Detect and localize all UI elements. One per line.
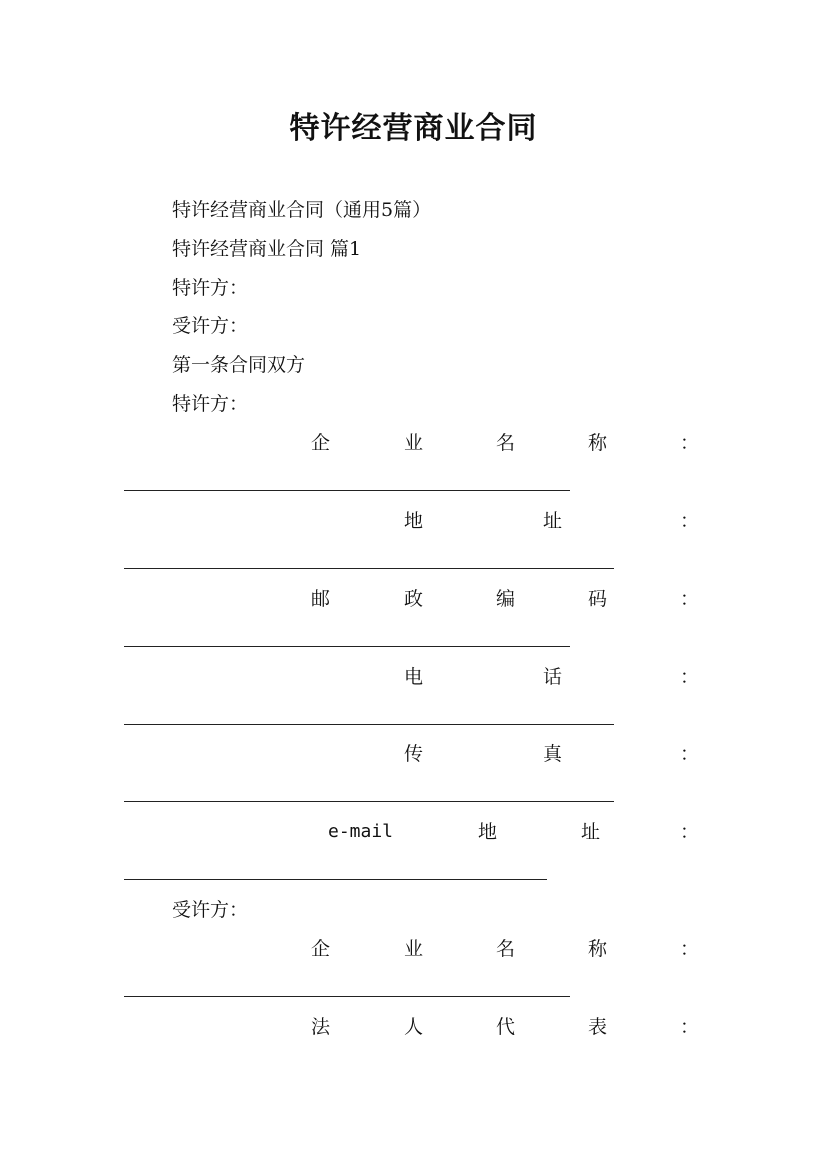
field-char: 业: [404, 432, 424, 454]
field-colon: ：: [680, 510, 700, 532]
field-char: 地: [404, 510, 424, 532]
field-char: 代: [496, 1016, 516, 1038]
field-colon: ：: [680, 432, 700, 454]
field-colon: ：: [680, 821, 700, 843]
field-char: e-mail: [328, 821, 394, 842]
franchisor-section-label: 特许方：: [172, 393, 249, 415]
fill-in-blank-line: [124, 724, 614, 725]
field-char: 表: [588, 1016, 608, 1038]
field-char: 称: [588, 938, 608, 960]
field-colon: ：: [680, 743, 700, 765]
field-char: 人: [404, 1016, 424, 1038]
field-char: 编: [496, 588, 516, 610]
field-char: 址: [543, 510, 563, 532]
field-char: 码: [588, 588, 608, 610]
fill-in-blank-line: [124, 879, 547, 880]
field-colon: ：: [680, 1016, 700, 1038]
field-char: 址: [581, 821, 601, 843]
fill-in-blank-line: [124, 568, 614, 569]
field-colon: ：: [680, 938, 700, 960]
field-char: 话: [543, 666, 563, 688]
franchisor-label: 特许方：: [172, 277, 249, 299]
fill-in-blank-line: [124, 490, 570, 491]
field-char: 称: [588, 432, 608, 454]
field-char: 企: [311, 938, 331, 960]
field-colon: ：: [680, 666, 700, 688]
fill-in-blank-line: [124, 646, 570, 647]
field-char: 传: [404, 743, 424, 765]
field-char: 地: [478, 821, 498, 843]
field-char: 法: [311, 1016, 331, 1038]
franchisee-label: 受许方：: [172, 315, 249, 337]
field-char: 邮: [311, 588, 331, 610]
field-char: 企: [311, 432, 331, 454]
document-title: 特许经营商业合同: [289, 111, 538, 146]
field-char: 真: [543, 743, 563, 765]
field-colon: ：: [680, 588, 700, 610]
fill-in-blank-line: [124, 996, 570, 997]
article-one-heading: 第一条合同双方: [172, 354, 306, 376]
contract-part-heading: 特许经营商业合同 篇1: [172, 238, 362, 260]
franchisee-section-label: 受许方：: [172, 899, 249, 921]
field-char: 名: [496, 432, 516, 454]
contract-heading: 特许经营商业合同（通用5篇）: [172, 199, 432, 221]
fill-in-blank-line: [124, 801, 614, 802]
field-char: 业: [404, 938, 424, 960]
field-char: 电: [404, 666, 424, 688]
field-char: 名: [496, 938, 516, 960]
field-char: 政: [404, 588, 424, 610]
